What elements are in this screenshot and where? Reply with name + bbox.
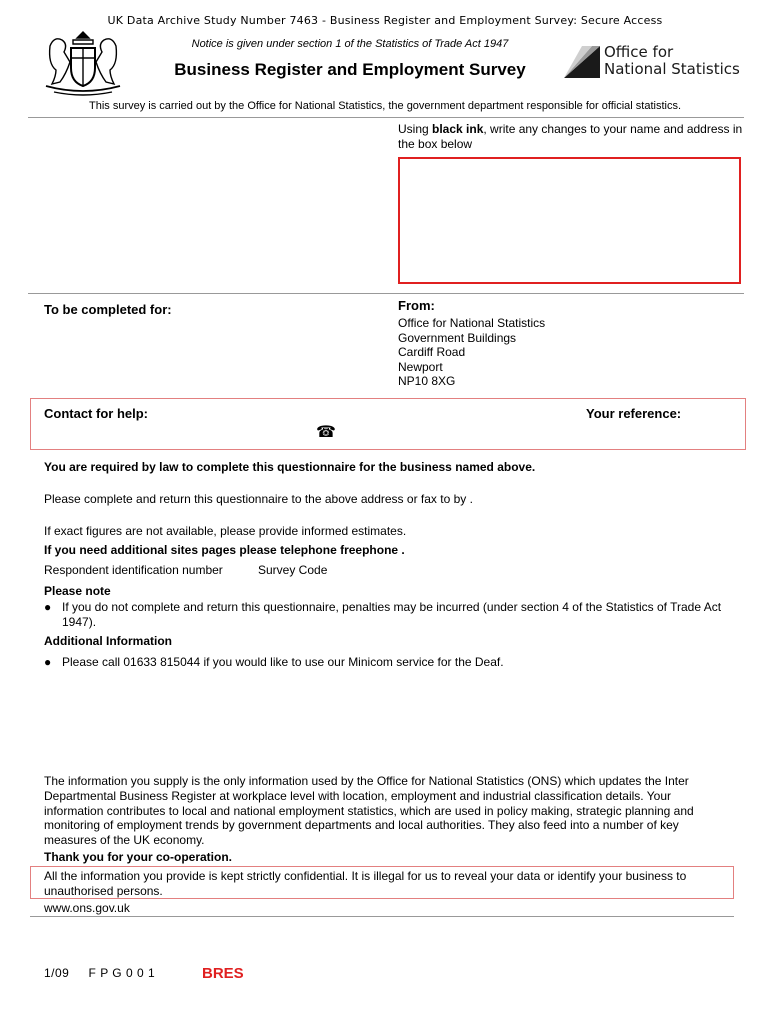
additional-sites-note: If you need additional sites pages please telephone freephone .: [44, 543, 405, 557]
info-text: The information you supply is the only information used by the Office for National Statistics (ONS) which updates the Inter Departmental Business Register at workplace level with location, employment and industrial classification details. Your information contributes to local and national employment statistics, which are used in policy making, strategic planning and monitoring of employment trends by government departments and local authorities. They also feed into a number of key measures of the UK economy.: [44, 774, 694, 848]
divider: [28, 117, 744, 118]
to-be-completed-for-label: To be completed for:: [44, 302, 172, 317]
ons-logo-text: [604, 44, 740, 78]
telephone-icon: ☎: [316, 424, 336, 441]
contact-for-help-label: Contact for help:: [44, 406, 148, 421]
respondent-id-label: Respondent identification number: [44, 563, 223, 577]
ons-logo-icon: [562, 44, 602, 80]
instruction-suffix: , write any changes to your name and address in the box below: [398, 122, 743, 151]
statutory-notice: Notice is given under section 1 of the Statistics of Trade Act 1947: [191, 38, 509, 50]
bullet-icon: ●: [44, 600, 52, 614]
bullet-icon: ●: [44, 655, 52, 669]
ons-logo-line1: Office for: [604, 43, 674, 61]
confidentiality-statement: All the information you provide is kept strictly confidential. It is illegal for us to reveal your data or identify your business to unauthorised persons.: [44, 869, 687, 898]
penalty-note: If you do not complete and return this questionnaire, penalties may be incurred (under section 4 of the Statistics of Trade Act 1947).: [62, 600, 722, 629]
please-note-heading: Please note: [44, 584, 111, 598]
from-address-line: NP10 8XG: [398, 374, 456, 388]
website-link[interactable]: www.ons.gov.uk: [44, 901, 130, 915]
divider: [30, 916, 734, 917]
survey-code-label: Survey Code: [258, 563, 328, 577]
archive-study-line: UK Data Archive Study Number 7463 - Business Register and Employment Survey: Secure Access: [107, 14, 663, 27]
information-paragraph: [44, 774, 724, 865]
page-title: Business Register and Employment Survey: [174, 60, 526, 79]
instruction-bold: black ink: [432, 122, 484, 136]
from-address-line: Office for National Statistics: [398, 316, 546, 330]
your-reference-label: Your reference:: [586, 406, 682, 421]
bres-label: BRES: [202, 965, 244, 982]
ons-logo-line2: National Statistics: [604, 60, 740, 78]
minicom-note: Please call 01633 815044 if you would like to use our Minicom service for the Deaf.: [62, 655, 504, 669]
from-heading: From:: [398, 298, 435, 313]
additional-info-heading: Additional Information: [44, 634, 172, 648]
instruction-prefix: Using: [398, 122, 433, 136]
survey-carried-out-statement: This survey is carried out by the Office for National Statistics, the government department responsible for official statistics.: [88, 100, 682, 112]
from-address-line: Government Buildings: [398, 330, 517, 345]
return-instructions: Please complete and return this questionnaire to the above address or fax to by .: [44, 492, 473, 506]
form-code: 1/09 F P G 0 0 1: [44, 966, 156, 980]
royal-coat-of-arms-icon: [40, 28, 126, 98]
divider: [28, 293, 744, 294]
required-by-law-notice: You are required by law to complete this questionnaire for the business named above.: [44, 460, 536, 474]
address-change-box[interactable]: [398, 157, 741, 284]
from-address-line: Cardiff Road: [398, 345, 466, 359]
from-address: [398, 316, 545, 389]
thank-you-text: Thank you for your co-operation.: [44, 849, 233, 864]
address-change-instruction: [398, 122, 748, 152]
from-address-line: Newport: [398, 359, 443, 374]
estimates-note: If exact figures are not available, please provide informed estimates.: [44, 524, 407, 538]
